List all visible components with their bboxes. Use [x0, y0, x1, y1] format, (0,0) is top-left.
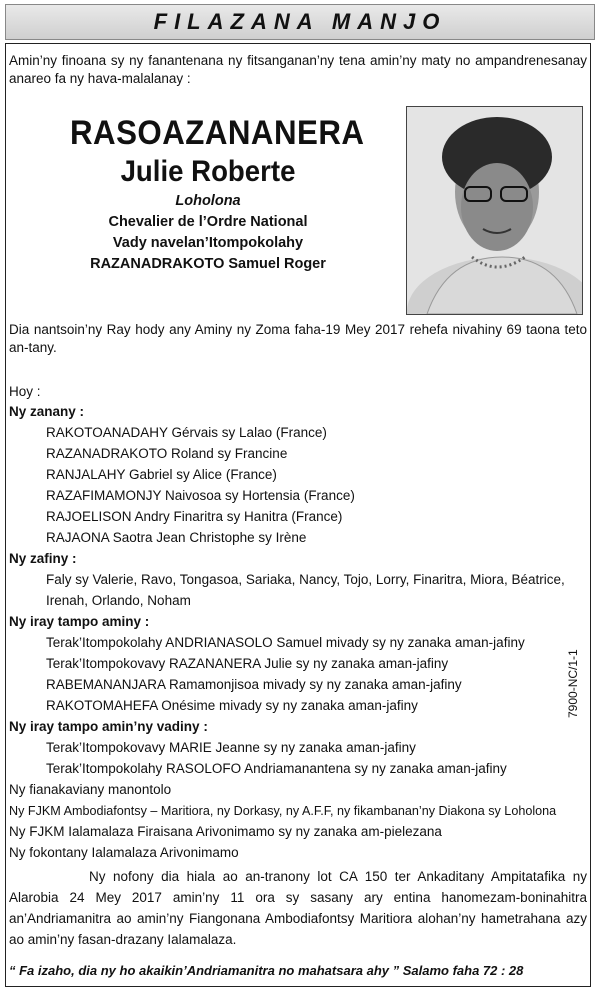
child-item: RANJALAHY Gabriel sy Alice (France) [46, 467, 277, 482]
child-item: RAJOELISON Andry Finaritra sy Hanitra (France) [46, 509, 343, 524]
funeral-details: Ny nofony dia hiala ao an-tranony lot CA 150 ter Ankaditany Ampitatafika ny Alarobia 24 Mey 2017 amin’ny 11 ora sy sasany ary entina hanomezam-boninahitra an’Andriamanitra ao amin’ny Fiangonana Ambodiafontsy Maritiora alohan’ny hametrahana azy ao amin’ny fasan-drazany Ialamalaza. [9, 869, 587, 947]
deceased-given-name: Julie Roberte [120, 155, 296, 188]
other-mourner: Ny FJKM Ambodiafontsy – Maritiora, ny Dorkasy, ny A.F.F, ny fikambanan’ny Diakona sy Loholona [9, 804, 557, 818]
grandchildren-line: Irenah, Orlando, Noham [46, 593, 191, 608]
child-item: RAJAONA Saotra Jean Christophe sy Irène [46, 530, 307, 545]
other-mourner: Ny fianakaviany manontolo [9, 782, 172, 797]
reference-code: 7900-NC/1-1 [566, 649, 580, 718]
spouse-relatives-heading: Ny iray tampo amin’ny vadiny : [9, 719, 208, 734]
relative-item: RAKOTOMAHEFA Onésime mivady sy ny zanaka aman-jafiny [46, 698, 418, 713]
hoy-label: Hoy : [9, 384, 41, 399]
children-heading: Ny zanany : [9, 404, 85, 419]
scripture-quote: “ Fa izaho, dia ny ho akaikin’Andriamanitra no mahatsara ahy ” Salamo faha 72 : 28 [9, 963, 524, 978]
death-notice: Dia nantsoin’ny Ray hody any Aminy ny Zoma faha-19 Mey 2017 rehefa nivahiny 69 taona teto an-tany. [9, 322, 587, 355]
grandchildren-line: Faly sy Valerie, Ravo, Tongasoa, Sariaka, Nancy, Tojo, Lorry, Finaritra, Miora, Béatrice, [46, 572, 565, 587]
notice-header [5, 4, 595, 40]
deceased-surname: RASOAZANANERA [70, 114, 365, 152]
deceased-title: Chevalier de l’Ordre National [108, 214, 308, 230]
relative-item: Terak’Itompokovavy RAZANANERA Julie sy ny zanaka aman-jafiny [46, 656, 449, 671]
relatives-heading: Ny iray tampo aminy : [9, 614, 150, 629]
spouse-relative-item: Terak’Itompokolahy RASOLOFO Andriamanantena sy ny zanaka aman-jafiny [46, 761, 507, 776]
other-mourner: Ny FJKM Ialamalaza Firaisana Arivonimamo sy ny zanaka am-pielezana [9, 824, 442, 839]
spouse-relative-item: Terak’Itompokovavy MARIE Jeanne sy ny zanaka aman-jafiny [46, 740, 416, 755]
child-item: RAZAFIMAMONJY Naivosoa sy Hortensia (France) [46, 488, 355, 503]
header-title: FILAZANA MANJO [153, 9, 447, 34]
intro-text: Amin’ny finoana sy ny fanantenana ny fitsanganan’ny tena amin’ny maty no ampandrenesanay anareo fa ny hava-malalanay : [9, 53, 587, 86]
spouse-name: RAZANADRAKOTO Samuel Roger [90, 256, 326, 272]
portrait-photo [406, 106, 583, 315]
grandchildren-heading: Ny zafiny : [9, 551, 77, 566]
child-item: RAZANADRAKOTO Roland sy Francine [46, 446, 288, 461]
child-item: RAKOTOANADAHY Gérvais sy Lalao (France) [46, 425, 327, 440]
relative-item: RABEMANANJARA Ramamonjisoa mivady sy ny zanaka aman-jafiny [46, 677, 462, 692]
deceased-status: Vady navelan’Itompokolahy [112, 235, 304, 251]
relative-item: Terak’Itompokolahy ANDRIANASOLO Samuel mivady sy ny zanaka aman-jafiny [46, 635, 525, 650]
other-mourner: Ny fokontany Ialamalaza Arivonimamo [9, 845, 239, 860]
deceased-role: Loholona [175, 193, 241, 209]
